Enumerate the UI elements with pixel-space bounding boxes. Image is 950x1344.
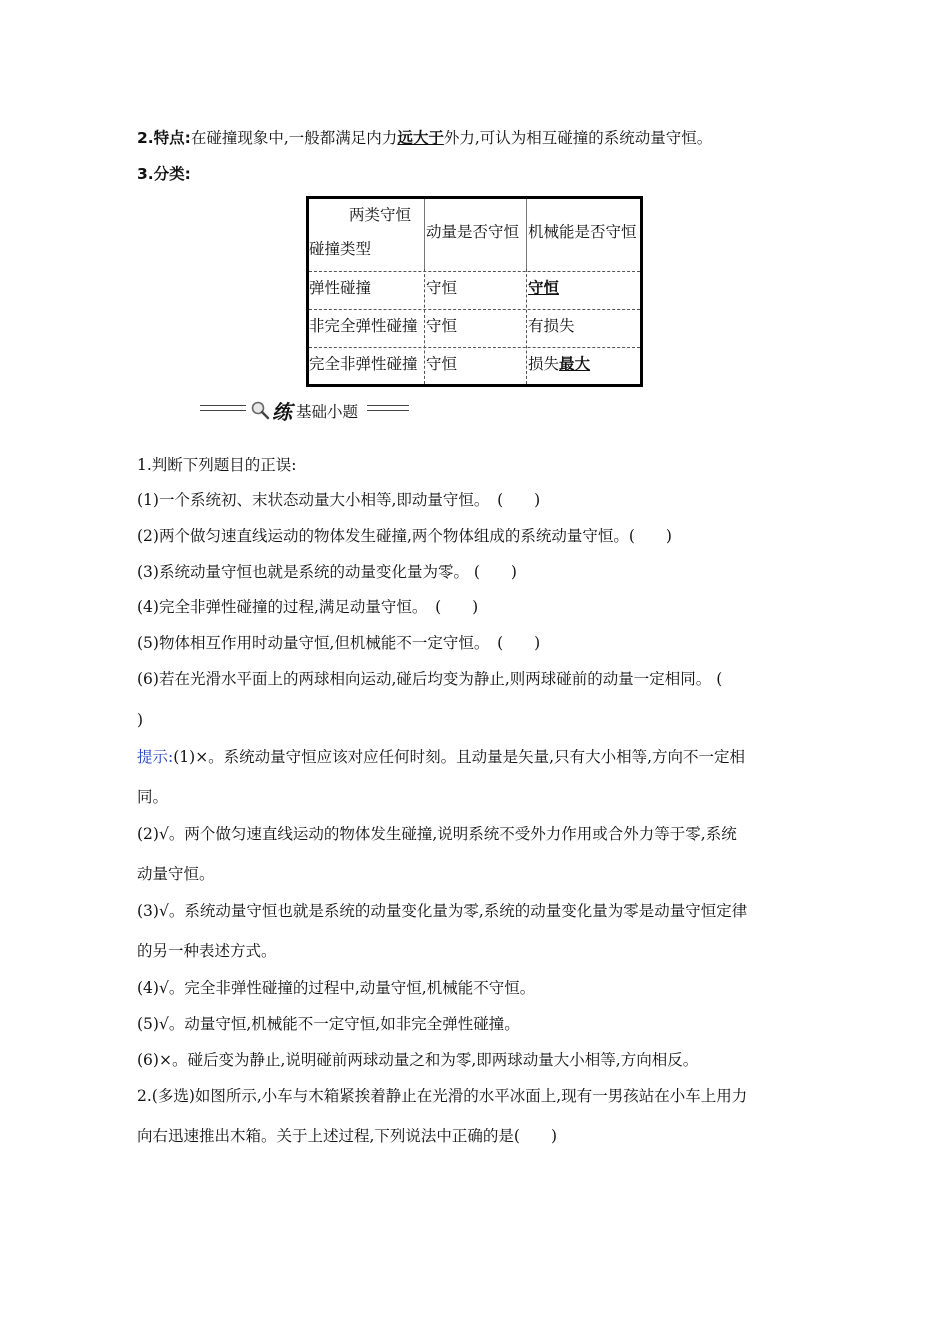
hint-line-1 [137, 747, 745, 767]
hint-line-6: 的另一种表述方式。 [137, 942, 277, 960]
table-row-2-type: 非完全弹性碰撞 [309, 317, 418, 335]
magnifier-icon [250, 400, 270, 420]
table-row-3-energy-text: 损失 [528, 355, 560, 373]
item-2-line [137, 128, 712, 148]
q1-item-5: (5)物体相互作用时动量守恒,但机械能不一定守恒。 ( ) [137, 634, 541, 652]
table-row-3-energy-emphasis: 最大 [559, 355, 591, 373]
classification-table [306, 196, 643, 387]
hint-line-4: 动量守恒。 [137, 865, 215, 883]
table-col-divider-2-solid [526, 199, 527, 269]
table-col-energy-header: 机械能是否守恒 [528, 223, 637, 241]
item-3-label: 3.分类: [137, 165, 191, 183]
item-2-text-b: 外力,可认为相互碰撞的系统动量守恒。 [443, 129, 713, 147]
hint-line-2: 同。 [137, 788, 169, 806]
hint-line-7: (4)√。完全非弹性碰撞的过程中,动量守恒,机械能不守恒。 [137, 979, 536, 997]
q1-item-6: (6)若在光滑水平面上的两球相向运动,碰后均变为静止,则两球碰前的动量一定相同。 ( [137, 670, 723, 688]
table-corner-bottom: 碰撞类型 [309, 240, 372, 258]
banner-right-rule [367, 405, 409, 411]
section-banner [200, 398, 415, 422]
hint-line-9: (6)×。碰后变为静止,说明碰前两球动量之和为零,即两球动量大小相等,方向相反。 [137, 1051, 699, 1069]
hint-label: 提示: [137, 748, 174, 766]
table-row-divider-2 [309, 309, 640, 310]
hint-line-5: (3)√。系统动量守恒也就是系统的动量变化量为零,系统的动量变化量为零是动量守恒定律 [137, 902, 748, 920]
q2-line-2: 向右迅速推出木箱。关于上述过程,下列说法中正确的是( ) [137, 1127, 558, 1145]
item-2-label: 2.特点: [137, 129, 191, 147]
q1-stem: 1.判断下列题目的正误: [137, 456, 297, 474]
table-col-momentum-header: 动量是否守恒 [426, 223, 520, 241]
banner-left-rule [200, 405, 246, 411]
q1-item-3: (3)系统动量守恒也就是系统的动量变化量为零。 ( ) [137, 563, 517, 581]
table-row-3-type: 完全非弹性碰撞 [309, 355, 418, 373]
hint-line-8: (5)√。动量守恒,机械能不一定守恒,如非完全弹性碰撞。 [137, 1015, 520, 1033]
table-row-2-momentum: 守恒 [426, 317, 458, 335]
table-row-3-energy [528, 354, 590, 374]
hint-line-3: (2)√。两个做匀速直线运动的物体发生碰撞,说明系统不受外力作用或合外力等于零,系统 [137, 825, 737, 843]
banner-title: 基础小题 [296, 403, 359, 421]
table-row-1-energy: 守恒 [528, 279, 560, 297]
item-2-text-a: 在碰撞现象中,一般都满足内力 [190, 129, 398, 147]
table-row-2-energy: 有损失 [528, 317, 575, 335]
q1-item-1: (1)一个系统初、末状态动量大小相等,即动量守恒。 ( ) [137, 491, 541, 509]
table-row-1-type: 弹性碰撞 [309, 279, 372, 297]
q2-line-1: 2.(多选)如图所示,小车与木箱紧挨着静止在光滑的水平冰面上,现有一男孩站在小车上用力 [137, 1087, 748, 1105]
table-row-1-momentum: 守恒 [426, 279, 458, 297]
table-col-divider-1-solid [424, 199, 425, 269]
practice-badge-icon: 练 [272, 400, 292, 424]
table-col-divider-2 [526, 269, 527, 384]
table-row-divider-3 [309, 347, 640, 348]
item-2-emphasis: 远大于 [397, 129, 444, 147]
q1-item-6-close: ) [137, 711, 144, 729]
table-corner-top: 两类守恒 [349, 206, 412, 224]
table-col-divider-1 [424, 269, 425, 384]
hint-1-text: (1)×。系统动量守恒应该对应任何时刻。且动量是矢量,只有大小相等,方向不一定相 [173, 748, 746, 766]
q1-item-2: (2)两个做匀速直线运动的物体发生碰撞,两个物体组成的系统动量守恒。( ) [137, 527, 672, 545]
q1-item-4: (4)完全非弹性碰撞的过程,满足动量守恒。 ( ) [137, 598, 479, 616]
table-row-divider-1 [309, 271, 640, 272]
table-row-3-momentum: 守恒 [426, 355, 458, 373]
